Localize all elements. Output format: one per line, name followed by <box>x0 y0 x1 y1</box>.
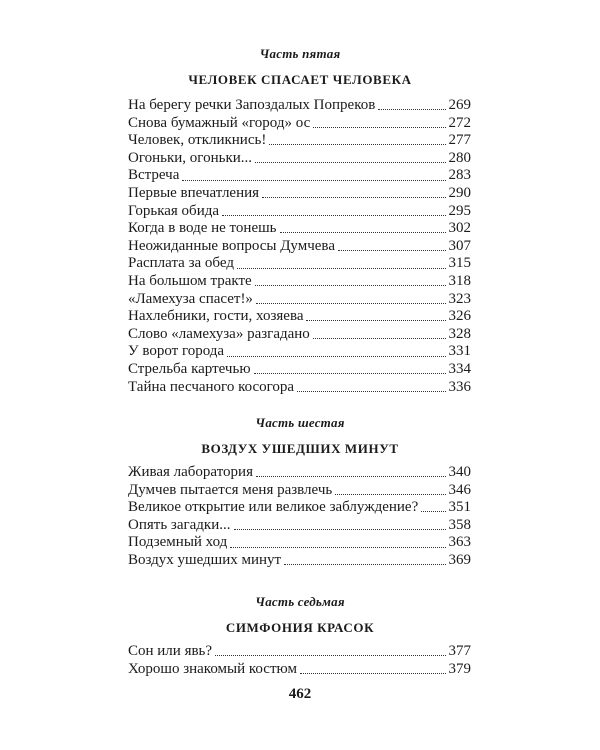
toc-entry-title: Снова бумажный «город» ос <box>128 114 311 131</box>
toc-list <box>128 97 471 396</box>
dot-leader <box>255 285 446 286</box>
dot-leader <box>234 529 446 530</box>
toc-entry-page: 363 <box>448 534 471 551</box>
dot-leader <box>215 655 445 656</box>
dot-leader <box>256 303 446 304</box>
dot-leader <box>335 494 445 495</box>
dot-leader <box>269 144 445 145</box>
toc-entry-title: Живая лаборатория <box>128 464 253 480</box>
toc-entry <box>128 361 471 379</box>
dot-leader <box>222 215 445 216</box>
part-label: Часть шестая <box>255 415 345 430</box>
toc-entry-page: 295 <box>448 202 471 219</box>
toc-entry <box>128 464 471 482</box>
toc-entry-page: 283 <box>448 167 471 184</box>
toc-entry-title: Нахлебники, гости, хозяева <box>128 308 304 325</box>
dot-leader <box>284 564 445 565</box>
toc-entry-page: 315 <box>448 255 471 272</box>
toc-entry <box>128 238 471 256</box>
toc-entry-title: Неожиданные вопросы Думчева <box>128 237 335 254</box>
toc-entry-page: 331 <box>448 343 471 360</box>
toc-entry-page: 328 <box>448 325 471 342</box>
part-label: Часть пятая <box>259 46 341 61</box>
toc-entry <box>128 379 471 397</box>
toc-entry <box>128 97 471 115</box>
dot-leader <box>262 197 445 198</box>
toc-entry-page: 272 <box>448 114 471 131</box>
toc-entry-page: 280 <box>448 149 471 166</box>
toc-entry-title: Воздух ушедших минут <box>128 551 282 568</box>
toc-entry <box>128 220 471 238</box>
toc-entry <box>128 517 471 535</box>
toc-entry <box>128 150 471 168</box>
toc-entry-page: 336 <box>448 378 471 395</box>
toc-entry-page: 269 <box>448 97 471 113</box>
section-title: СИМФОНИЯ КРАСОК <box>225 620 375 635</box>
toc-entry-title: Первые впечатления <box>128 184 260 201</box>
toc-entry-title: Думчев пытается меня развлечь <box>128 481 333 498</box>
toc-entry-title: Стрельба картечью <box>128 360 251 377</box>
toc-entry-page: 379 <box>448 660 471 677</box>
toc-entry-title: Когда в воде не тонешь <box>128 220 277 237</box>
dot-leader <box>230 547 445 548</box>
toc-entry-page: 318 <box>448 272 471 289</box>
dot-leader <box>280 232 446 233</box>
toc-entry <box>128 273 471 291</box>
page-number: 462 <box>288 686 312 702</box>
toc-entry <box>128 499 471 517</box>
toc-entry <box>128 185 471 203</box>
toc-entry-title: На большом тракте <box>128 272 252 289</box>
dot-leader <box>254 373 446 374</box>
toc-entry <box>128 552 471 570</box>
toc-entry-page: 277 <box>448 132 471 149</box>
toc-entry <box>128 326 471 344</box>
toc-entry-title: На берегу речки Запоздалых Попреков <box>128 97 376 113</box>
toc-entry-title: Сон или явь? <box>128 643 213 659</box>
section-title: ВОЗДУХ УШЕДШИХ МИНУТ <box>201 441 399 456</box>
toc-entry-title: Горькая обида <box>128 202 220 219</box>
toc-entry <box>128 132 471 150</box>
dot-leader <box>313 127 445 128</box>
toc-entry <box>128 534 471 552</box>
toc-entry-title: Огоньки, огоньки... <box>128 149 253 166</box>
toc-entry-title: Тайна песчаного косогора <box>128 378 295 395</box>
toc-entry <box>128 203 471 221</box>
toc-entry-title: У ворот города <box>128 343 225 360</box>
toc-list <box>128 643 471 678</box>
toc-entry-page: 358 <box>448 516 471 533</box>
toc-entry-page: 351 <box>448 499 471 516</box>
part-label: Часть седьмая <box>255 594 345 609</box>
toc-entry-page: 377 <box>448 643 471 659</box>
toc-entry <box>128 115 471 133</box>
toc-entry-title: Великое открытие или великое заблуждение? <box>128 499 419 516</box>
toc-entry-title: Подземный ход <box>128 534 228 551</box>
dot-leader <box>237 268 446 269</box>
toc-entry-page: 326 <box>448 308 471 325</box>
section-title: ЧЕЛОВЕК СПАСАЕТ ЧЕЛОВЕКА <box>188 72 412 87</box>
dot-leader <box>256 476 446 477</box>
dot-leader <box>421 511 445 512</box>
toc-entry <box>128 255 471 273</box>
toc-entry <box>128 167 471 185</box>
toc-entry-title: Встреча <box>128 167 180 184</box>
dot-leader <box>313 338 446 339</box>
toc-entry-title: Расплата за обед <box>128 255 234 272</box>
dot-leader <box>255 162 445 163</box>
toc-entry-page: 323 <box>448 290 471 307</box>
dot-leader <box>306 320 445 321</box>
dot-leader <box>297 391 445 392</box>
dot-leader <box>338 250 446 251</box>
toc-entry-title: Опять загадки... <box>128 516 231 533</box>
toc-entry <box>128 661 471 679</box>
dot-leader <box>227 356 445 357</box>
toc-entry <box>128 291 471 309</box>
toc-entry-title: «Ламехуза спасет!» <box>128 290 253 307</box>
toc-entry-title: Хорошо знакомый костюм <box>128 660 297 677</box>
toc-entry-page: 346 <box>448 481 471 498</box>
toc-entry-page: 302 <box>448 220 471 237</box>
toc-entry <box>128 643 471 661</box>
toc-list <box>128 464 471 570</box>
toc-entry <box>128 308 471 326</box>
dot-leader <box>300 673 446 674</box>
toc-entry-page: 369 <box>448 551 471 568</box>
toc-entry-title: Слово «ламехуза» разгадано <box>128 325 310 342</box>
toc-entry <box>128 482 471 500</box>
dot-leader <box>378 109 445 110</box>
toc-entry <box>128 343 471 361</box>
dot-leader <box>182 180 445 181</box>
toc-entry-page: 340 <box>448 464 471 480</box>
toc-entry-page: 307 <box>448 237 471 254</box>
toc-entry-page: 290 <box>448 184 471 201</box>
toc-entry-title: Человек, откликнись! <box>128 132 267 149</box>
toc-entry-page: 334 <box>448 360 471 377</box>
